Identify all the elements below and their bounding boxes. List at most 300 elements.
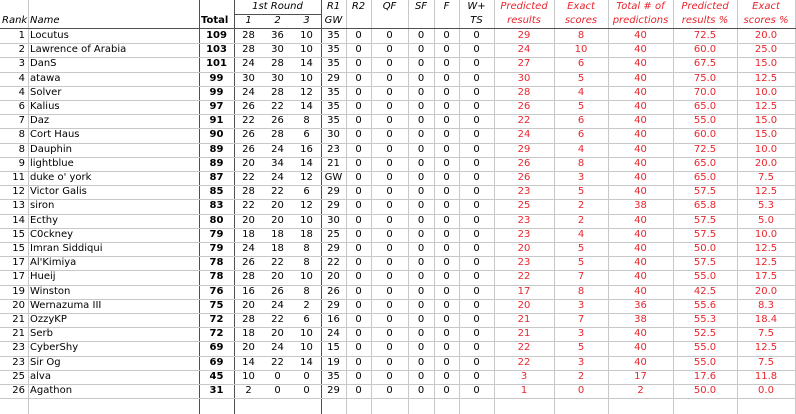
- cell-g3: 10: [300, 44, 313, 55]
- cell-sf: 0: [417, 30, 425, 41]
- cell-w: 0: [473, 200, 480, 211]
- cell-f: 0: [443, 286, 450, 297]
- cell-rank: 21: [12, 314, 25, 325]
- cell-g3: 2: [303, 300, 310, 311]
- cell-w: 0: [473, 87, 480, 98]
- cell-qf: 0: [386, 30, 393, 41]
- cell-exactpct: 7.5: [758, 328, 774, 339]
- cell-exactpct: 12.5: [754, 257, 778, 268]
- cell-total: 83: [209, 200, 224, 211]
- cell-r2: 0: [355, 186, 362, 197]
- cell-r1: 30: [327, 129, 340, 140]
- header-f: F: [443, 1, 450, 12]
- cell-predpct: 50.0: [693, 385, 717, 396]
- cell-tot: 40: [634, 215, 647, 226]
- cell-g3: 8: [303, 115, 310, 126]
- cell-g1: 28: [242, 314, 255, 325]
- cell-name: Al'Kimiya: [30, 257, 77, 268]
- cell-w: 0: [473, 314, 480, 325]
- cell-w: 0: [473, 73, 480, 84]
- header-qf: QF: [382, 1, 397, 12]
- cell-exactpct: 20.0: [754, 158, 778, 169]
- cell-name: Imran Siddiqui: [30, 243, 103, 254]
- cell-qf: 0: [386, 371, 393, 382]
- cell-r1: 21: [327, 158, 340, 169]
- cell-name: DanS: [30, 58, 57, 69]
- cell-g1: 30: [242, 73, 255, 84]
- cell-predpct: 60.0: [693, 44, 717, 55]
- cell-predpct: 55.0: [693, 271, 717, 282]
- cell-qf: 0: [386, 328, 393, 339]
- cell-r2: 0: [355, 385, 362, 396]
- cell-pred: 26: [517, 172, 531, 183]
- cell-predpct: 55.0: [693, 115, 717, 126]
- cell-tot: 40: [634, 144, 647, 155]
- cell-r2: 0: [355, 328, 362, 339]
- cell-g3: 12: [300, 172, 313, 183]
- cell-g3: 14: [300, 357, 313, 368]
- cell-r2: 0: [355, 286, 362, 297]
- cell-w: 0: [473, 385, 480, 396]
- cell-rank: 7: [18, 115, 25, 126]
- cell-pred: 25: [517, 200, 531, 211]
- cell-qf: 0: [386, 129, 393, 140]
- cell-tot: 40: [634, 30, 647, 41]
- cell-qf: 0: [386, 271, 393, 282]
- header-r2: R2: [351, 1, 366, 12]
- cell-rank: 26: [12, 385, 25, 396]
- header-exact-scores: Exact: [567, 1, 595, 12]
- cell-name: Cort Haus: [30, 129, 80, 140]
- cell-g3: 6: [303, 314, 310, 325]
- cell-name: Solver: [30, 87, 62, 98]
- cell-pred: 22: [517, 357, 531, 368]
- cell-exact: 2: [577, 371, 585, 382]
- cell-g3: 8: [303, 243, 310, 254]
- cell-tot: 40: [634, 172, 647, 183]
- cell-qf: 0: [386, 200, 393, 211]
- cell-exactpct: 11.8: [754, 371, 778, 382]
- cell-rank: 17: [12, 271, 25, 282]
- header-bottom-border: [0, 28, 796, 29]
- cell-r2: 0: [355, 229, 362, 240]
- cell-tot: 40: [634, 129, 647, 140]
- cell-g3: 10: [300, 30, 313, 41]
- cell-w: 0: [473, 44, 480, 55]
- header-exact-pct-2: scores %: [743, 15, 789, 26]
- cell-exact: 5: [577, 73, 585, 84]
- cell-pred: 22: [517, 271, 531, 282]
- cell-pred: 17: [517, 286, 531, 297]
- cell-tot: 40: [634, 229, 647, 240]
- cell-r1: 25: [327, 229, 340, 240]
- cell-name: Agathon: [30, 385, 73, 396]
- cell-f: 0: [443, 229, 450, 240]
- cell-w: 0: [473, 229, 480, 240]
- cell-r2: 0: [355, 58, 362, 69]
- cell-exact: 6: [577, 129, 585, 140]
- cell-exact: 4: [577, 229, 585, 240]
- cell-name: C0ckney: [30, 229, 74, 240]
- cell-rank: 15: [12, 229, 25, 240]
- cell-tot: 40: [634, 73, 647, 84]
- cell-rank: 4: [18, 87, 25, 98]
- cell-exactpct: 12.5: [754, 73, 778, 84]
- cell-qf: 0: [386, 158, 393, 169]
- cell-exact: 8: [577, 30, 585, 41]
- cell-predpct: 50.0: [693, 243, 717, 254]
- cell-exact: 0: [577, 385, 585, 396]
- cell-g3: 8: [303, 286, 310, 297]
- cell-r1: 29: [327, 385, 340, 396]
- cell-qf: 0: [386, 144, 393, 155]
- cell-exact: 8: [577, 286, 585, 297]
- cell-qf: 0: [386, 215, 393, 226]
- cell-w: 0: [473, 186, 480, 197]
- cell-predpct: 17.6: [693, 371, 717, 382]
- header-exact-pct: Exact: [752, 1, 780, 12]
- cell-g3: 18: [300, 229, 313, 240]
- cell-r1: 15: [327, 342, 340, 353]
- cell-rank: 1: [18, 30, 25, 41]
- header-r1: R1: [326, 1, 341, 12]
- cell-tot: 40: [634, 286, 647, 297]
- cell-tot: 17: [634, 371, 647, 382]
- cell-r1: 22: [327, 257, 340, 268]
- cell-r2: 0: [355, 44, 362, 55]
- cell-exact: 5: [577, 243, 585, 254]
- cell-tot: 38: [634, 314, 647, 325]
- cell-rank: 25: [12, 371, 25, 382]
- cell-pred: 22: [517, 342, 531, 353]
- cell-g1: 20: [242, 300, 255, 311]
- cell-r1: 29: [327, 243, 340, 254]
- cell-g1: 22: [242, 200, 255, 211]
- cell-r2: 0: [355, 243, 362, 254]
- cell-total: 79: [209, 229, 224, 240]
- cell-qf: 0: [386, 73, 393, 84]
- cell-g3: 16: [300, 144, 313, 155]
- cell-qf: 0: [386, 229, 393, 240]
- cell-g1: 16: [242, 286, 255, 297]
- cell-g3: 10: [300, 73, 313, 84]
- cell-g2: 22: [271, 257, 284, 268]
- cell-predpct: 65.0: [693, 101, 717, 112]
- cell-g1: 28: [242, 186, 255, 197]
- cell-name: Lawrence of Arabia: [30, 44, 127, 55]
- cell-f: 0: [443, 129, 450, 140]
- cell-sf: 0: [417, 129, 425, 140]
- cell-rank: 14: [12, 215, 25, 226]
- cell-pred: 27: [517, 58, 531, 69]
- cell-g3: 14: [300, 58, 313, 69]
- cell-r2: 0: [355, 371, 362, 382]
- header-wplus: W+: [467, 1, 486, 12]
- cell-sf: 0: [417, 229, 425, 240]
- cell-predpct: 65.0: [693, 158, 717, 169]
- cell-tot: 40: [634, 115, 647, 126]
- cell-g2: 36: [271, 30, 284, 41]
- cell-pred: 23: [517, 215, 531, 226]
- cell-exactpct: 10.0: [754, 87, 778, 98]
- cell-r1: 35: [327, 87, 340, 98]
- cell-total: 85: [209, 186, 224, 197]
- cell-tot: 2: [637, 385, 644, 396]
- cell-rank: 23: [12, 357, 25, 368]
- cell-name: Hueij: [30, 271, 56, 282]
- cell-total: 91: [209, 115, 224, 126]
- cell-sf: 0: [417, 172, 425, 183]
- cell-tot: 40: [634, 271, 647, 282]
- cell-g3: 8: [303, 257, 310, 268]
- cell-g2: 0: [274, 385, 281, 396]
- cell-exact: 4: [577, 144, 585, 155]
- cell-w: 0: [473, 342, 480, 353]
- cell-r1: 35: [327, 101, 340, 112]
- cell-f: 0: [443, 371, 450, 382]
- cell-f: 0: [443, 30, 450, 41]
- cell-rank: 15: [12, 243, 25, 254]
- cell-exactpct: 5.3: [758, 200, 774, 211]
- cell-name: Victor Galis: [30, 186, 87, 197]
- cell-r2: 0: [355, 200, 362, 211]
- cell-sf: 0: [417, 371, 425, 382]
- cell-name: alva: [30, 371, 51, 382]
- cell-qf: 0: [386, 385, 393, 396]
- cell-sf: 0: [417, 271, 425, 282]
- cell-pred: 24: [517, 44, 531, 55]
- cell-g1: 22: [242, 115, 255, 126]
- cell-tot: 40: [634, 87, 647, 98]
- cell-total: 109: [206, 30, 227, 41]
- cell-total: 99: [209, 73, 224, 84]
- cell-total: 76: [209, 286, 224, 297]
- cell-sf: 0: [417, 215, 425, 226]
- cell-f: 0: [443, 328, 450, 339]
- cell-total: 80: [209, 215, 224, 226]
- cell-g2: 18: [271, 243, 284, 254]
- cell-g3: 0: [303, 371, 310, 382]
- cell-g1: 14: [242, 357, 255, 368]
- cell-r1: 26: [327, 286, 340, 297]
- cell-f: 0: [443, 215, 450, 226]
- cell-g1: 18: [242, 229, 255, 240]
- cell-f: 0: [443, 271, 450, 282]
- cell-rank: 2: [18, 44, 25, 55]
- cell-total: 90: [209, 129, 224, 140]
- cell-qf: 0: [386, 87, 393, 98]
- cell-sf: 0: [417, 200, 425, 211]
- cell-name: lightblue: [30, 158, 74, 169]
- cell-f: 0: [443, 243, 450, 254]
- cell-g1: 24: [242, 58, 255, 69]
- cell-name: Dauphin: [30, 144, 72, 155]
- cell-exactpct: 18.4: [754, 314, 778, 325]
- cell-pred: 24: [517, 129, 531, 140]
- cell-g3: 10: [300, 215, 313, 226]
- cell-total: 72: [209, 314, 224, 325]
- cell-sf: 0: [417, 300, 425, 311]
- cell-rank: 3: [18, 58, 25, 69]
- cell-w: 0: [473, 328, 480, 339]
- cell-w: 0: [473, 58, 480, 69]
- cell-g2: 0: [274, 371, 281, 382]
- cell-w: 0: [473, 101, 480, 112]
- cell-name: Ecthy: [30, 215, 58, 226]
- cell-g1: 26: [242, 129, 255, 140]
- cell-g2: 20: [271, 271, 284, 282]
- cell-r2: 0: [355, 342, 362, 353]
- header-game-2: 2: [274, 15, 281, 26]
- cell-w: 0: [473, 271, 480, 282]
- cell-tot: 40: [634, 44, 647, 55]
- cell-predpct: 55.0: [693, 342, 717, 353]
- cell-exactpct: 15.0: [754, 115, 778, 126]
- cell-g1: 26: [242, 101, 255, 112]
- cell-total: 69: [209, 342, 224, 353]
- cell-pred: 26: [517, 158, 531, 169]
- cell-f: 0: [443, 158, 450, 169]
- cell-g3: 0: [303, 385, 310, 396]
- cell-predpct: 55.3: [693, 314, 717, 325]
- cell-g3: 10: [300, 271, 313, 282]
- cell-w: 0: [473, 129, 480, 140]
- cell-g3: 14: [300, 158, 313, 169]
- cell-pred: 1: [520, 385, 528, 396]
- cell-exactpct: 20.0: [754, 30, 778, 41]
- cell-r2: 0: [355, 357, 362, 368]
- cell-w: 0: [473, 144, 480, 155]
- cell-predpct: 72.5: [693, 30, 717, 41]
- cell-g2: 22: [271, 101, 284, 112]
- cell-predpct: 72.5: [693, 144, 717, 155]
- cell-tot: 40: [634, 58, 647, 69]
- cell-w: 0: [473, 357, 480, 368]
- cell-f: 0: [443, 186, 450, 197]
- cell-total: 78: [209, 257, 224, 268]
- cell-exact: 3: [577, 328, 585, 339]
- cell-g1: 24: [242, 243, 255, 254]
- cell-total: 45: [209, 371, 224, 382]
- cell-g1: 24: [242, 87, 255, 98]
- cell-rank: 4: [18, 73, 25, 84]
- cell-predpct: 57.5: [693, 215, 717, 226]
- cell-sf: 0: [417, 186, 425, 197]
- cell-exact: 3: [577, 357, 585, 368]
- cell-r2: 0: [355, 30, 362, 41]
- cell-name: OzzyKP: [30, 314, 67, 325]
- cell-exact: 3: [577, 172, 585, 183]
- cell-pred: 20: [517, 243, 531, 254]
- cell-total: 31: [209, 385, 224, 396]
- cell-g3: 14: [300, 101, 313, 112]
- cell-exactpct: 5.0: [758, 215, 774, 226]
- cell-predpct: 57.5: [693, 186, 717, 197]
- cell-exactpct: 12.5: [754, 243, 778, 254]
- cell-sf: 0: [417, 286, 425, 297]
- cell-g3: 6: [303, 129, 310, 140]
- cell-exactpct: 20.0: [754, 286, 778, 297]
- cell-g2: 26: [271, 115, 284, 126]
- cell-rank: 8: [18, 129, 25, 140]
- cell-total: 87: [209, 172, 224, 183]
- header-name: Name: [30, 15, 60, 26]
- cell-pred: 23: [517, 229, 531, 240]
- cell-w: 0: [473, 243, 480, 254]
- cell-pred: 23: [517, 257, 531, 268]
- cell-qf: 0: [386, 172, 393, 183]
- cell-predpct: 75.0: [693, 73, 717, 84]
- cell-sf: 0: [417, 158, 425, 169]
- cell-g1: 18: [242, 328, 255, 339]
- cell-g2: 24: [271, 172, 284, 183]
- cell-r2: 0: [355, 101, 362, 112]
- cell-g2: 18: [271, 229, 284, 240]
- cell-name: Sir Og: [30, 357, 61, 368]
- cell-g1: 22: [242, 172, 255, 183]
- cell-sf: 0: [417, 385, 425, 396]
- cell-w: 0: [473, 115, 480, 126]
- cell-r2: 0: [355, 257, 362, 268]
- cell-exact: 5: [577, 342, 585, 353]
- header-predicted-results: Predicted: [500, 1, 548, 12]
- row-divider: [0, 398, 796, 399]
- cell-exactpct: 12.5: [754, 101, 778, 112]
- cell-g2: 28: [271, 129, 284, 140]
- cell-exactpct: 12.5: [754, 342, 778, 353]
- cell-sf: 0: [417, 243, 425, 254]
- cell-w: 0: [473, 371, 480, 382]
- cell-g1: 26: [242, 257, 255, 268]
- cell-r1: 24: [327, 328, 340, 339]
- cell-r2: 0: [355, 144, 362, 155]
- cell-exact: 5: [577, 186, 585, 197]
- cell-r1: 23: [327, 144, 340, 155]
- cell-g1: 20: [242, 342, 255, 353]
- cell-g2: 24: [271, 144, 284, 155]
- cell-exact: 8: [577, 158, 585, 169]
- cell-f: 0: [443, 87, 450, 98]
- cell-pred: 3: [520, 371, 528, 382]
- cell-f: 0: [443, 172, 450, 183]
- cell-g2: 34: [271, 158, 284, 169]
- cell-w: 0: [473, 286, 480, 297]
- header-total: Total: [201, 15, 229, 26]
- cell-f: 0: [443, 314, 450, 325]
- cell-predpct: 55.0: [693, 357, 717, 368]
- cell-g2: 24: [271, 300, 284, 311]
- cell-exactpct: 0.0: [758, 385, 774, 396]
- cell-r1: 35: [327, 115, 340, 126]
- cell-exactpct: 12.5: [754, 186, 778, 197]
- cell-exact: 3: [577, 300, 585, 311]
- cell-pred: 21: [517, 314, 531, 325]
- cell-sf: 0: [417, 44, 425, 55]
- header-predicted-pct: Predicted: [681, 1, 729, 12]
- header-sf: SF: [414, 1, 428, 12]
- cell-g2: 22: [271, 186, 284, 197]
- cell-g3: 12: [300, 87, 313, 98]
- cell-tot: 40: [634, 357, 647, 368]
- cell-qf: 0: [386, 58, 393, 69]
- cell-rank: 23: [12, 342, 25, 353]
- cell-f: 0: [443, 200, 450, 211]
- cell-exactpct: 8.3: [758, 300, 774, 311]
- cell-g1: 20: [242, 215, 255, 226]
- cell-f: 0: [443, 44, 450, 55]
- cell-qf: 0: [386, 300, 393, 311]
- cell-predpct: 65.0: [693, 172, 717, 183]
